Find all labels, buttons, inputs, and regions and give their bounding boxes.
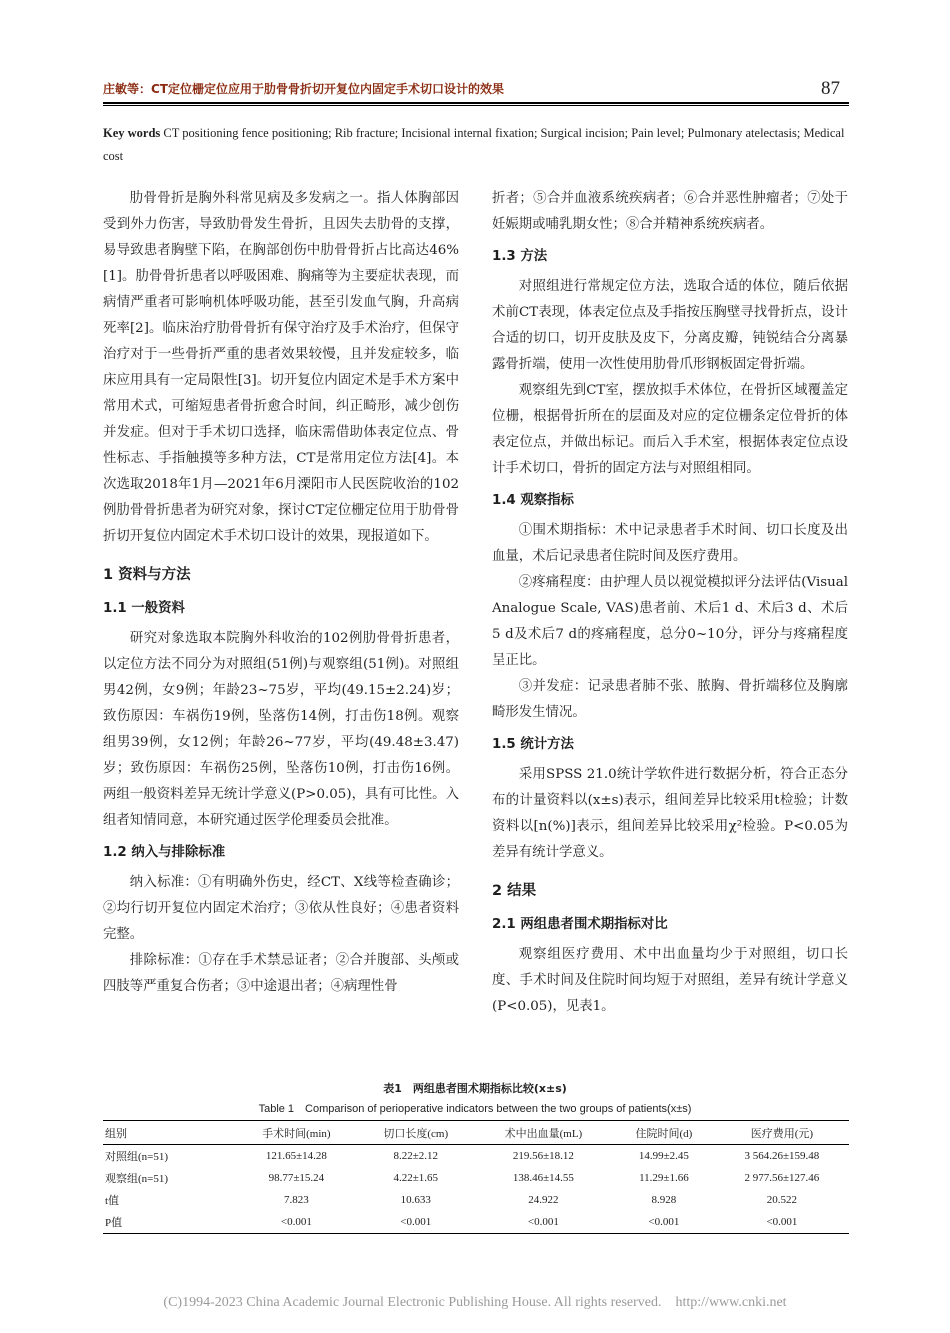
page-number: 87 bbox=[821, 78, 840, 99]
inclusion-criteria: 纳入标准：①有明确外伤史，经CT、X线等检查确诊；②均行切开复位内固定术治疗；③依从性良好；④患者资料完整。 bbox=[103, 875, 459, 942]
keywords-label: Key words bbox=[103, 126, 161, 140]
section-1-5-heading: 1.5 统计方法 bbox=[492, 737, 574, 752]
table-row bbox=[103, 1189, 849, 1211]
table-cell: 98.77±15.24 bbox=[268, 1172, 325, 1184]
table-cell: 10.633 bbox=[400, 1194, 431, 1206]
table-cell: 2 977.56±127.46 bbox=[744, 1172, 820, 1184]
method-control: 对照组进行常规定位方法，选取合适的体位，随后依据术前CT表现，体表定位点及手指按压胸壁寻找骨折点，设计合适的切口，切开皮肤及皮下，分离皮瓣，钝锐结合分离暴露骨折端，使用一次性使用肋骨爪形钢板固定骨折端。 bbox=[492, 279, 848, 372]
header-rule bbox=[103, 102, 849, 104]
exclusion-criteria: 排除标准：①存在手术禁忌证者；②合并腹部、头颅或四肢等严重复合伤者；③中途退出者；④病理性骨 bbox=[103, 953, 459, 994]
table-header-cell: 组别 bbox=[105, 1127, 127, 1140]
table-cell: 7.823 bbox=[283, 1194, 309, 1206]
table-row bbox=[103, 1145, 849, 1168]
section-1-2-heading: 1.2 纳入与排除标准 bbox=[103, 845, 226, 860]
table-header-cell: 手术时间(min) bbox=[262, 1127, 331, 1140]
table-caption-cn: 表1 两组患者围术期指标比较(x±s) bbox=[383, 1082, 567, 1095]
perioperative-table bbox=[103, 1120, 849, 1234]
statistics-text: 采用SPSS 21.0统计学软件进行数据分析，符合正态分布的计量资料以(x±s)表示，组间差异比较采用t检验；计数资料以[n(%)]表示，组间差异比较采用χ²检验。P<0.05为差异有统计学意义。 bbox=[492, 767, 848, 860]
table-cell: 11.29±1.66 bbox=[639, 1172, 689, 1184]
table-cell: <0.001 bbox=[527, 1216, 559, 1228]
table-cell: 20.522 bbox=[766, 1194, 798, 1206]
section-2-heading: 2 结果 bbox=[492, 883, 537, 899]
left-column bbox=[103, 186, 459, 1000]
table-cell: 8.22±2.12 bbox=[393, 1150, 439, 1162]
section-1-4-heading: 1.4 观察指标 bbox=[492, 493, 574, 508]
table-cell: P值 bbox=[105, 1217, 123, 1229]
section-2-1-heading: 2.1 两组患者围术期指标对比 bbox=[492, 917, 668, 932]
table-cell: 8.928 bbox=[651, 1194, 677, 1206]
table-cell: <0.001 bbox=[400, 1216, 432, 1228]
keywords-text: CT positioning fence positioning; Rib fracture; Incisional internal fixation; Surgical incision; Pain level; Pulmonary atelectasis; Medical cost bbox=[103, 126, 845, 163]
table-cell: 14.99±2.45 bbox=[638, 1150, 689, 1162]
table-cell: 3 564.26±159.48 bbox=[744, 1150, 820, 1162]
table-cell: 对照组(n=51) bbox=[105, 1151, 169, 1163]
table-cell: 观察组(n=51) bbox=[105, 1173, 169, 1185]
table-cell: <0.001 bbox=[280, 1216, 312, 1228]
section-1-1-text: 研究对象选取本院胸外科收治的102例肋骨骨折患者，以定位方法不同分为对照组(51例)与观察组(51例)。对照组男42例，女9例；年龄23~75岁，平均(49.15±2.24)岁；致伤原因：车祸伤19例，坠落伤14例，打击伤18例。观察组男39例，女12例；年龄26~77岁，平均(49.48±3.47)岁；致伤原因：车祸伤25例，坠落伤10例，打击伤16例。两组一般资料差异无统计学意义(P>0.05)，具有可比性。入组者知情同意，本研究通过医学伦理委员会批准。 bbox=[103, 631, 459, 828]
copyright-footer: (C)1994-2023 China Academic Journal Electronic Publishing House. All rights reserved. http://www.cnki.net bbox=[163, 1295, 787, 1310]
table-cell: 24.922 bbox=[528, 1194, 559, 1206]
header-rule-thin bbox=[103, 105, 849, 106]
table-header-cell: 医疗费用(元) bbox=[750, 1127, 814, 1140]
section-1-heading: 1 资料与方法 bbox=[103, 567, 191, 583]
indicator-2: ②疼痛程度：由护理人员以视觉模拟评分法评估(Visual Analogue Scale, VAS)患者前、术后1 d、术后3 d、术后5 d及术后7 d的疼痛程度，总分0~10分，评分与疼痛程度呈正比。 bbox=[492, 575, 848, 668]
table-header-cell: 切口长度(cm) bbox=[383, 1127, 449, 1140]
table-header-cell: 术中出血量(mL) bbox=[504, 1127, 583, 1140]
table-cell: <0.001 bbox=[648, 1216, 680, 1228]
section-1-1-heading: 1.1 一般资料 bbox=[103, 601, 185, 616]
table-row bbox=[103, 1167, 849, 1189]
indicator-3: ③并发症：记录患者肺不张、脓胸、骨折端移位及胸廓畸形发生情况。 bbox=[492, 679, 848, 720]
right-column bbox=[492, 186, 848, 1020]
table-caption-en: Table 1 Comparison of perioperative indicators between the two groups of patients(x±s) bbox=[258, 1103, 692, 1115]
indicator-1: ①围术期指标：术中记录患者手术时间、切口长度及出血量，术后记录患者住院时间及医疗费用。 bbox=[492, 523, 848, 564]
table-cell: <0.001 bbox=[766, 1216, 798, 1228]
table-header-cell: 住院时间(d) bbox=[635, 1127, 693, 1140]
table-cell: 219.56±18.12 bbox=[512, 1150, 574, 1162]
table-cell: 138.46±14.55 bbox=[512, 1172, 574, 1184]
exclusion-continued: 折者；⑤合并血液系统疾病者；⑥合并恶性肿瘤者；⑦处于妊娠期或哺乳期女性；⑧合并精神系统疾病者。 bbox=[492, 191, 848, 232]
table-header-row bbox=[103, 1121, 849, 1145]
method-observation: 观察组先到CT室，摆放拟手术体位，在骨折区域覆盖定位栅，根据骨折所在的层面及对应的定位栅条定位骨折的体表定位点，并做出标记。而后入手术室，根据体表定位点设计手术切口，骨折的固定方法与对照组相同。 bbox=[492, 383, 848, 476]
intro-paragraph: 肋骨骨折是胸外科常见病及多发病之一。指人体胸部因受到外力伤害，导致肋骨发生骨折，且因失去肋骨的支撑，易导致患者胸壁下陷，在胸部创伤中肋骨骨折占比高达46%[1]。肋骨骨折患者以呼吸困难、胸痛等为主要症状表现，而病情严重者可影响机体呼吸功能，甚至引发血气胸，升高病死率[2]。临床治疗肋骨骨折有保守治疗及手术治疗，但保守治疗对于一些骨折严重的患者效果较慢，且并发症较多，临床应用具有一定局限性[3]。切开复位内固定术是手术方案中常用术式，可缩短患者骨折愈合时间，纠正畸形，减少创伤并发症。但对于手术切口选择，临床需借助体表定位点、骨性标志、手指触摸等多种方法，CT是常用定位方法[4]。本次选取2018年1月—2021年6月溧阳市人民医院收治的102例肋骨骨折患者为研究对象，探讨CT定位栅定位用于肋骨骨折切开复位内固定术手术切口设计的效果，现报道如下。 bbox=[103, 191, 459, 544]
keywords bbox=[103, 122, 849, 168]
table-cell: 4.22±1.65 bbox=[393, 1172, 439, 1184]
table-cell: 121.65±14.28 bbox=[265, 1150, 327, 1162]
table-cell: t值 bbox=[105, 1195, 120, 1207]
table-row bbox=[103, 1211, 849, 1234]
section-1-3-heading: 1.3 方法 bbox=[492, 249, 548, 264]
results-text: 观察组医疗费用、术中出血量均少于对照组，切口长度、手术时间及住院时间均短于对照组，差异有统计学意义(P<0.05)，见表1。 bbox=[492, 947, 848, 1014]
running-title: 庄敏等：CT定位栅定位应用于肋骨骨折切开复位内固定手术切口设计的效果 bbox=[103, 82, 504, 96]
